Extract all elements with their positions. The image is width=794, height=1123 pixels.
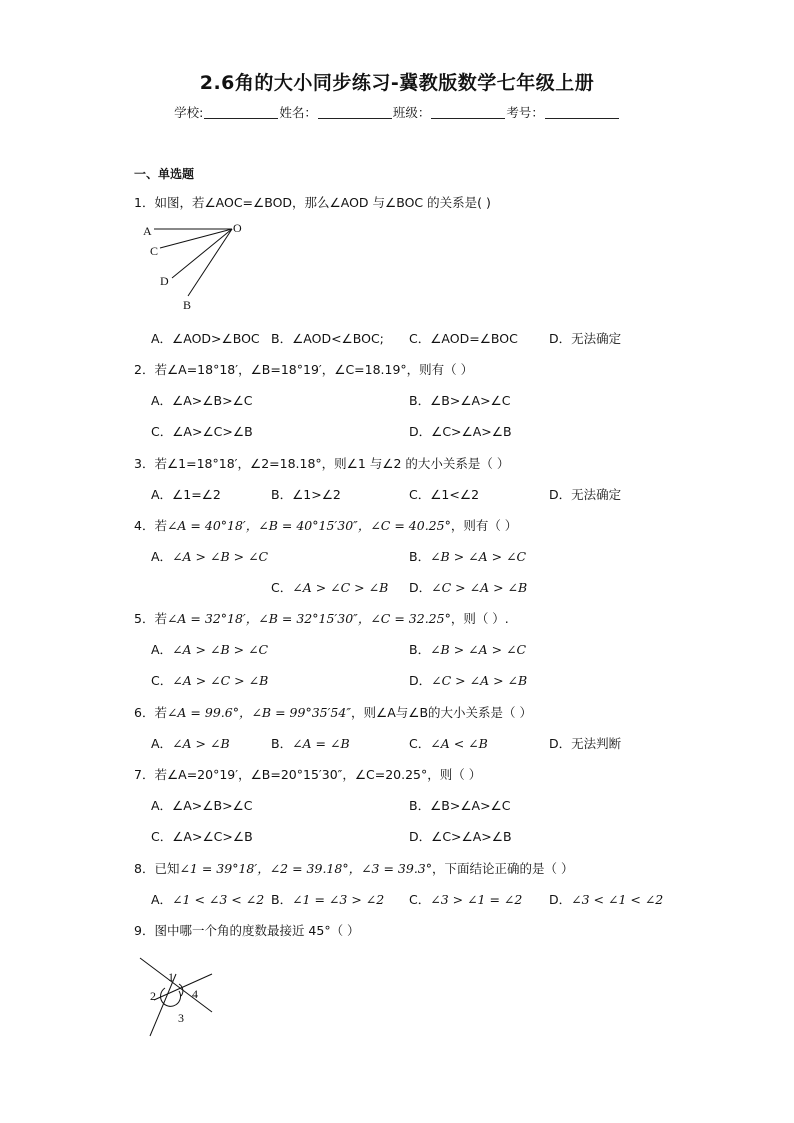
- q8-option-c-letter: C．: [409, 892, 431, 907]
- q6-option-b[interactable]: [271, 734, 350, 752]
- q7-option-c[interactable]: C．∠A>∠C>∠B: [151, 829, 253, 844]
- q6-stem-math: ∠A = 99.6°，∠B = 99°35′54″: [166, 705, 352, 720]
- q1-option-c[interactable]: C．∠AOD=∠BOC: [409, 331, 518, 346]
- q8-option-d-math: ∠3 < ∠1 < ∠2: [571, 892, 664, 907]
- q2-option-a[interactable]: A．∠A>∠B>∠C: [151, 393, 253, 408]
- q8-option-c-math: ∠3 > ∠1 = ∠2: [430, 892, 523, 907]
- q5-stem-math: ∠A = 32°18′，∠B = 32°15′30″，∠C = 32.25°: [166, 611, 451, 626]
- q3-option-b[interactable]: B．∠1>∠2: [271, 487, 341, 502]
- q8-option-b-letter: B．: [271, 892, 293, 907]
- q4-option-d[interactable]: [409, 578, 527, 596]
- q4-option-c-math: ∠A > ∠C > ∠B: [292, 580, 389, 595]
- q4-option-c[interactable]: [271, 578, 388, 596]
- q8-stem-prefix: 8．已知: [134, 861, 180, 876]
- q5-option-a-letter: A．: [151, 642, 173, 657]
- question-6-stem: [134, 703, 532, 721]
- q5-option-a[interactable]: [151, 640, 268, 658]
- q6-option-a-letter: A．: [151, 736, 173, 751]
- q6-stem-suffix: ，则∠A与∠B的大小关系是（ ）: [351, 705, 533, 720]
- q4-option-d-letter: D．: [409, 580, 432, 595]
- q8-option-a-letter: A．: [151, 892, 173, 907]
- q6-option-c-letter: C．: [409, 736, 431, 751]
- q8-option-d[interactable]: [549, 890, 663, 908]
- q5-option-c-letter: C．: [151, 673, 173, 688]
- q7-option-d[interactable]: D．∠C>∠A>∠B: [409, 829, 512, 844]
- name-blank[interactable]: [318, 106, 392, 119]
- q5-option-d[interactable]: [409, 671, 527, 689]
- class-label: 班级：: [392, 105, 431, 120]
- label-O: O: [233, 221, 242, 235]
- q1-option-d[interactable]: D．无法确定: [549, 331, 622, 346]
- exam-number-blank[interactable]: [545, 106, 619, 119]
- q7-option-a[interactable]: A．∠A>∠B>∠C: [151, 798, 253, 813]
- school-blank[interactable]: [204, 106, 278, 119]
- q4-option-d-math: ∠C > ∠A > ∠B: [431, 580, 528, 595]
- q6-option-c-math: ∠A < ∠B: [430, 736, 488, 751]
- q6-option-b-math: ∠A = ∠B: [292, 736, 350, 751]
- q1-option-b[interactable]: B．∠AOD<∠BOC;: [271, 331, 384, 346]
- q6-stem-prefix: 6．若: [134, 705, 167, 720]
- question-4-stem: [134, 516, 517, 534]
- q3-option-d[interactable]: D．无法确定: [549, 487, 622, 502]
- question-2-stem: 2．若∠A=18°18′，∠B=18°19′，∠C=18.19°，则有（ ）: [134, 362, 474, 377]
- section-heading: 一、单选题: [134, 167, 195, 181]
- q5-option-d-math: ∠C > ∠A > ∠B: [431, 673, 528, 688]
- angle-label-2: 2: [150, 989, 156, 1003]
- q4-option-b-math: ∠B > ∠A > ∠C: [430, 549, 527, 564]
- q3-option-c[interactable]: C．∠1<∠2: [409, 487, 480, 502]
- question-3-stem: 3．若∠1=18°18′，∠2=18.18°，则∠1 与∠2 的大小关系是（ ）: [134, 456, 510, 471]
- question-9-figure: [132, 952, 222, 1042]
- q4-stem-suffix: ，则有（ ）: [450, 518, 518, 533]
- q5-option-d-letter: D．: [409, 673, 432, 688]
- q8-option-b-math: ∠1 = ∠3 > ∠2: [292, 892, 385, 907]
- q1-option-a[interactable]: A．∠AOD>∠BOC: [151, 331, 260, 346]
- q4-option-a-math: ∠A > ∠B > ∠C: [172, 549, 269, 564]
- q8-option-c[interactable]: [409, 890, 522, 908]
- student-info-line: [0, 103, 794, 121]
- q4-option-b-letter: B．: [409, 549, 431, 564]
- q4-stem-math: ∠A = 40°18′，∠B = 40°15′30″，∠C = 40.25°: [166, 518, 451, 533]
- q6-option-b-letter: B．: [271, 736, 293, 751]
- name-label: 姓名：: [279, 105, 317, 120]
- q5-stem-prefix: 5．若: [134, 611, 167, 626]
- angle-label-4: 4: [192, 987, 198, 1001]
- q2-option-c[interactable]: C．∠A>∠C>∠B: [151, 424, 253, 439]
- q4-option-a[interactable]: [151, 547, 268, 565]
- q6-option-c[interactable]: [409, 734, 488, 752]
- q8-stem-suffix: ，下面结论正确的是（ ）: [432, 861, 574, 876]
- q2-option-b[interactable]: B．∠B>∠A>∠C: [409, 393, 511, 408]
- label-B: B: [183, 298, 192, 312]
- question-1-figure: [140, 218, 250, 312]
- exam-number-label: 考号：: [506, 105, 544, 120]
- q2-option-d[interactable]: D．∠C>∠A>∠B: [409, 424, 512, 439]
- q4-stem-prefix: 4．若: [134, 518, 167, 533]
- q6-option-d[interactable]: D．无法判断: [549, 736, 622, 751]
- q5-option-b-letter: B．: [409, 642, 431, 657]
- label-D: D: [160, 274, 169, 288]
- angle-label-1: 1: [168, 970, 174, 984]
- q6-option-a-math: ∠A > ∠B: [172, 736, 230, 751]
- question-7-stem: 7．若∠A=20°19′，∠B=20°15′30″，∠C=20.25°，则（ ）: [134, 767, 482, 782]
- q3-option-a[interactable]: A．∠1=∠2: [151, 487, 221, 502]
- label-A: A: [143, 224, 152, 238]
- q7-option-b[interactable]: B．∠B>∠A>∠C: [409, 798, 511, 813]
- q4-option-c-letter: C．: [271, 580, 293, 595]
- question-9-stem: 9．图中哪一个角的度数最接近 45°（ ）: [134, 923, 360, 938]
- q5-option-b-math: ∠B > ∠A > ∠C: [430, 642, 527, 657]
- q8-option-b[interactable]: [271, 890, 384, 908]
- question-1-stem: 1．如图，若∠AOC=∠BOD，那么∠AOD 与∠BOC 的关系是( ): [134, 195, 491, 210]
- q6-option-a[interactable]: [151, 734, 230, 752]
- angle-label-3: 3: [178, 1011, 184, 1025]
- q8-stem-math: ∠1 = 39°18′，∠2 = 39.18°，∠3 = 39.3°: [179, 861, 433, 876]
- q5-option-b[interactable]: [409, 640, 526, 658]
- q5-stem-suffix: ，则（ ）.: [450, 611, 509, 626]
- q5-option-c[interactable]: [151, 671, 268, 689]
- q8-option-a[interactable]: [151, 890, 264, 908]
- q4-option-b[interactable]: [409, 547, 526, 565]
- page-title: 2.6角的大小同步练习-冀教版数学七年级上册: [199, 72, 595, 94]
- q8-option-a-math: ∠1 < ∠3 < ∠2: [172, 892, 265, 907]
- q8-option-d-letter: D．: [549, 892, 572, 907]
- question-8-stem: [134, 859, 574, 877]
- question-5-stem: [134, 609, 509, 627]
- class-blank[interactable]: [431, 106, 505, 119]
- q5-option-c-math: ∠A > ∠C > ∠B: [172, 673, 269, 688]
- school-label: 学校:: [174, 105, 204, 120]
- label-C: C: [150, 244, 159, 258]
- q5-option-a-math: ∠A > ∠B > ∠C: [172, 642, 269, 657]
- q4-option-a-letter: A．: [151, 549, 173, 564]
